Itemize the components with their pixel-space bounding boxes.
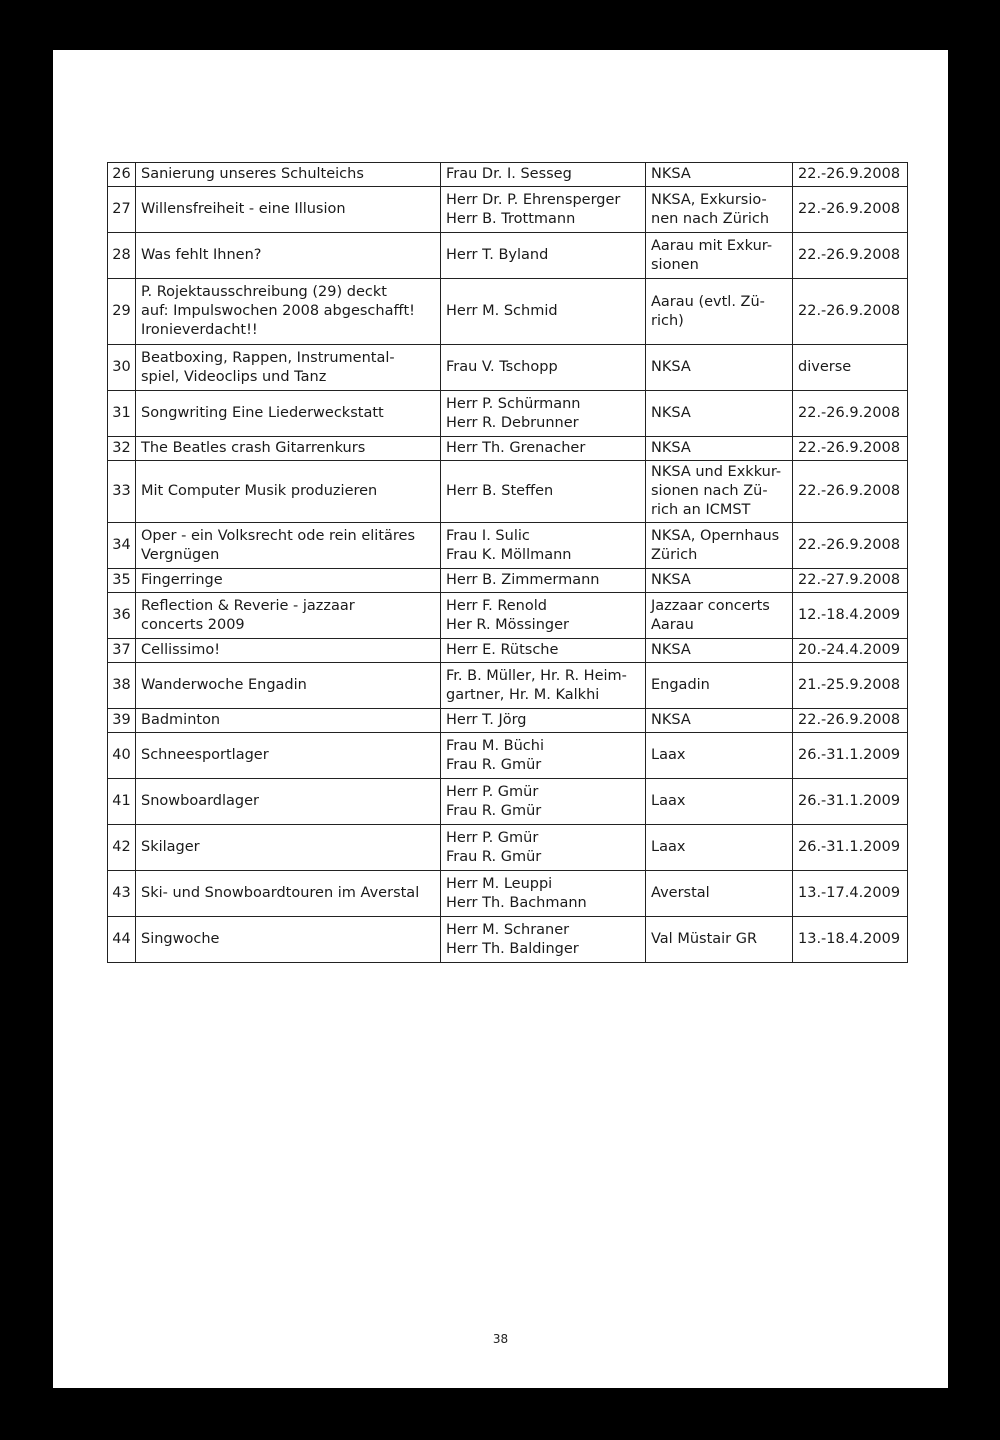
table-row bbox=[108, 779, 908, 825]
course-number: 41 bbox=[108, 779, 136, 825]
course-leader bbox=[441, 187, 646, 233]
course-location bbox=[646, 733, 793, 779]
document-page bbox=[53, 50, 948, 1388]
course-title-line: Mit Computer Musik produzieren bbox=[141, 483, 378, 499]
course-leader-line: Herr M. Schraner bbox=[446, 921, 570, 938]
course-title-line: concerts 2009 bbox=[141, 616, 245, 633]
course-leader bbox=[441, 391, 646, 437]
course-date: 22.-26.9.2008 bbox=[793, 523, 908, 569]
course-title bbox=[136, 523, 441, 569]
course-location-line: NKSA, Exkursio- bbox=[651, 191, 767, 208]
course-leader-line: Herr Th. Bachmann bbox=[446, 894, 587, 911]
course-location-line: NKSA bbox=[651, 642, 691, 658]
course-date: 20.-24.4.2009 bbox=[793, 639, 908, 663]
course-location-line: Zürich bbox=[651, 546, 698, 563]
course-location bbox=[646, 461, 793, 523]
course-location-line: sionen nach Zü- bbox=[651, 483, 768, 499]
course-leader-line: Frau V. Tschopp bbox=[446, 359, 558, 375]
course-leader-line: Frau Dr. I. Sesseg bbox=[446, 166, 572, 182]
course-title-line: Oper - ein Volksrecht ode rein elitäres bbox=[141, 527, 416, 544]
course-leader bbox=[441, 279, 646, 345]
course-date: 22.-26.9.2008 bbox=[793, 163, 908, 187]
course-leader-line: Herr M. Leuppi bbox=[446, 875, 553, 892]
table-row bbox=[108, 709, 908, 733]
course-number: 35 bbox=[108, 569, 136, 593]
course-title bbox=[136, 187, 441, 233]
course-leader-line: Frau R. Gmür bbox=[446, 848, 542, 865]
course-location-line: Jazzaar concerts bbox=[651, 597, 770, 614]
course-number: 36 bbox=[108, 593, 136, 639]
table-row bbox=[108, 437, 908, 461]
course-location bbox=[646, 279, 793, 345]
course-title-line: Willensfreiheit - eine Illusion bbox=[141, 201, 346, 217]
course-location-line: rich an ICMST bbox=[651, 502, 751, 518]
course-location bbox=[646, 391, 793, 437]
course-location-line: NKSA bbox=[651, 405, 691, 421]
course-date: 22.-26.9.2008 bbox=[793, 437, 908, 461]
course-number: 34 bbox=[108, 523, 136, 569]
course-number: 38 bbox=[108, 663, 136, 709]
course-leader bbox=[441, 871, 646, 917]
course-table-body bbox=[108, 163, 908, 963]
course-title bbox=[136, 917, 441, 963]
table-row bbox=[108, 523, 908, 569]
course-number: 42 bbox=[108, 825, 136, 871]
table-row bbox=[108, 187, 908, 233]
course-leader bbox=[441, 593, 646, 639]
course-date: 22.-26.9.2008 bbox=[793, 279, 908, 345]
page-number: 38 bbox=[492, 1332, 509, 1346]
course-location-line: NKSA, Opernhaus bbox=[651, 527, 780, 544]
table-row bbox=[108, 461, 908, 523]
course-date: 26.-31.1.2009 bbox=[793, 733, 908, 779]
course-location bbox=[646, 163, 793, 187]
course-leader bbox=[441, 779, 646, 825]
course-title-line: Singwoche bbox=[141, 931, 220, 947]
course-title bbox=[136, 569, 441, 593]
course-leader-line: Herr B. Steffen bbox=[446, 483, 554, 499]
table-row bbox=[108, 233, 908, 279]
course-location bbox=[646, 345, 793, 391]
course-leader-line: Her R. Mössinger bbox=[446, 616, 569, 633]
course-location bbox=[646, 917, 793, 963]
course-location bbox=[646, 233, 793, 279]
course-leader-line: Herr R. Debrunner bbox=[446, 414, 579, 431]
course-location-line: NKSA bbox=[651, 440, 691, 456]
course-number: 30 bbox=[108, 345, 136, 391]
course-table bbox=[107, 162, 908, 963]
course-leader bbox=[441, 233, 646, 279]
course-location-line: Aarau (evtl. Zü- bbox=[651, 293, 765, 310]
course-title-line: Songwriting Eine Liederweckstatt bbox=[141, 405, 384, 421]
course-number: 26 bbox=[108, 163, 136, 187]
course-title-line: Badminton bbox=[141, 712, 221, 728]
course-location bbox=[646, 187, 793, 233]
course-date: 22.-26.9.2008 bbox=[793, 461, 908, 523]
course-title bbox=[136, 233, 441, 279]
course-leader-line: Herr Dr. P. Ehrensperger bbox=[446, 191, 621, 208]
course-number: 43 bbox=[108, 871, 136, 917]
course-title-line: Wanderwoche Engadin bbox=[141, 677, 307, 693]
course-number: 44 bbox=[108, 917, 136, 963]
course-title-line: Fingerringe bbox=[141, 572, 223, 588]
course-leader bbox=[441, 917, 646, 963]
course-number: 28 bbox=[108, 233, 136, 279]
course-date: 21.-25.9.2008 bbox=[793, 663, 908, 709]
course-leader-line: Herr F. Renold bbox=[446, 597, 547, 614]
course-leader-line: Herr P. Gmür bbox=[446, 829, 539, 846]
course-title-line: P. Rojektausschreibung (29) deckt bbox=[141, 284, 387, 300]
course-location bbox=[646, 437, 793, 461]
course-title-line: Sanierung unseres Schulteichs bbox=[141, 166, 364, 182]
course-title bbox=[136, 709, 441, 733]
course-leader-line: Herr T. Jörg bbox=[446, 712, 527, 728]
course-leader-line: Herr M. Schmid bbox=[446, 303, 558, 319]
course-leader-line: Frau M. Büchi bbox=[446, 737, 544, 754]
course-leader bbox=[441, 663, 646, 709]
course-date: 22.-26.9.2008 bbox=[793, 233, 908, 279]
course-title-line: Snowboardlager bbox=[141, 793, 259, 809]
course-number: 29 bbox=[108, 279, 136, 345]
course-leader bbox=[441, 825, 646, 871]
course-location bbox=[646, 593, 793, 639]
table-row bbox=[108, 345, 908, 391]
table-row bbox=[108, 279, 908, 345]
course-location bbox=[646, 779, 793, 825]
course-leader bbox=[441, 569, 646, 593]
course-location bbox=[646, 639, 793, 663]
course-leader-line: Herr E. Rütsche bbox=[446, 642, 559, 658]
course-leader bbox=[441, 163, 646, 187]
course-title bbox=[136, 437, 441, 461]
course-number: 37 bbox=[108, 639, 136, 663]
table-row bbox=[108, 825, 908, 871]
course-leader bbox=[441, 437, 646, 461]
course-leader-line: Frau R. Gmür bbox=[446, 802, 542, 819]
course-leader-line: Frau R. Gmür bbox=[446, 756, 542, 773]
table-row bbox=[108, 163, 908, 187]
course-leader-line: Herr Th. Grenacher bbox=[446, 440, 586, 456]
course-date: 22.-26.9.2008 bbox=[793, 187, 908, 233]
course-location-line: NKSA bbox=[651, 166, 691, 182]
course-title-line: Schneesportlager bbox=[141, 747, 269, 763]
course-number: 40 bbox=[108, 733, 136, 779]
course-title-line: Skilager bbox=[141, 839, 200, 855]
course-location-line: Laax bbox=[651, 839, 686, 855]
course-title bbox=[136, 825, 441, 871]
course-leader bbox=[441, 523, 646, 569]
course-title-line: spiel, Videoclips und Tanz bbox=[141, 368, 327, 385]
course-title bbox=[136, 639, 441, 663]
course-title-line: Beatboxing, Rappen, Instrumental- bbox=[141, 349, 395, 366]
course-title bbox=[136, 871, 441, 917]
course-leader bbox=[441, 345, 646, 391]
course-leader-line: Herr B. Trottmann bbox=[446, 210, 576, 227]
course-leader-line: Herr B. Zimmermann bbox=[446, 572, 600, 588]
course-date: diverse bbox=[793, 345, 908, 391]
course-location bbox=[646, 663, 793, 709]
course-title bbox=[136, 163, 441, 187]
course-title bbox=[136, 461, 441, 523]
table-row bbox=[108, 593, 908, 639]
course-location-line: rich) bbox=[651, 312, 684, 329]
table-row bbox=[108, 871, 908, 917]
course-leader bbox=[441, 639, 646, 663]
course-number: 33 bbox=[108, 461, 136, 523]
course-location-line: Aarau bbox=[651, 616, 694, 633]
course-leader-line: Fr. B. Müller, Hr. R. Heim- bbox=[446, 667, 627, 684]
course-title bbox=[136, 663, 441, 709]
course-title bbox=[136, 279, 441, 345]
course-title-line: Vergnügen bbox=[141, 546, 220, 563]
course-title-line: Ironieverdacht!! bbox=[141, 322, 258, 338]
course-location bbox=[646, 569, 793, 593]
course-date: 12.-18.4.2009 bbox=[793, 593, 908, 639]
course-number: 31 bbox=[108, 391, 136, 437]
course-leader bbox=[441, 733, 646, 779]
course-title-line: Cellissimo! bbox=[141, 642, 221, 658]
course-date: 26.-31.1.2009 bbox=[793, 825, 908, 871]
course-title-line: The Beatles crash Gitarrenkurs bbox=[141, 440, 366, 456]
course-location-line: Aarau mit Exkur- bbox=[651, 237, 773, 254]
course-location-line: Laax bbox=[651, 793, 686, 809]
table-row bbox=[108, 639, 908, 663]
course-leader-line: Herr P. Schürmann bbox=[446, 395, 581, 412]
course-location bbox=[646, 709, 793, 733]
course-title-line: Ski- und Snowboardtouren im Averstal bbox=[141, 885, 420, 901]
course-number: 32 bbox=[108, 437, 136, 461]
course-location-line: Averstal bbox=[651, 885, 710, 901]
course-title bbox=[136, 593, 441, 639]
course-leader-line: Herr Th. Baldinger bbox=[446, 940, 579, 957]
course-date: 22.-27.9.2008 bbox=[793, 569, 908, 593]
course-leader bbox=[441, 461, 646, 523]
course-date: 13.-18.4.2009 bbox=[793, 917, 908, 963]
course-date: 22.-26.9.2008 bbox=[793, 391, 908, 437]
course-number: 39 bbox=[108, 709, 136, 733]
course-leader-line: gartner, Hr. M. Kalkhi bbox=[446, 686, 600, 703]
course-leader-line: Herr P. Gmür bbox=[446, 783, 539, 800]
course-leader-line: Herr T. Byland bbox=[446, 247, 549, 263]
course-date: 26.-31.1.2009 bbox=[793, 779, 908, 825]
course-location-line: sionen bbox=[651, 256, 699, 273]
course-location-line: Laax bbox=[651, 747, 686, 763]
course-title bbox=[136, 779, 441, 825]
course-number: 27 bbox=[108, 187, 136, 233]
course-location-line: NKSA bbox=[651, 359, 691, 375]
course-leader bbox=[441, 709, 646, 733]
course-date: 22.-26.9.2008 bbox=[793, 709, 908, 733]
table-row bbox=[108, 733, 908, 779]
course-date: 13.-17.4.2009 bbox=[793, 871, 908, 917]
table-row bbox=[108, 663, 908, 709]
course-leader-line: Frau I. Sulic bbox=[446, 527, 530, 544]
course-location bbox=[646, 523, 793, 569]
course-location-line: NKSA bbox=[651, 572, 691, 588]
course-title bbox=[136, 391, 441, 437]
course-location-line: Val Müstair GR bbox=[651, 931, 758, 947]
course-location bbox=[646, 871, 793, 917]
course-title bbox=[136, 345, 441, 391]
course-location-line: Engadin bbox=[651, 677, 710, 693]
course-location-line: nen nach Zürich bbox=[651, 210, 770, 227]
course-title-line: Was fehlt Ihnen? bbox=[141, 247, 262, 263]
table-row bbox=[108, 569, 908, 593]
course-location-line: NKSA bbox=[651, 712, 691, 728]
course-title-line: auf: Impulswochen 2008 abgeschafft! bbox=[141, 303, 415, 319]
course-title-line: Reflection & Reverie - jazzaar bbox=[141, 597, 355, 614]
course-title bbox=[136, 733, 441, 779]
table-row bbox=[108, 917, 908, 963]
course-location bbox=[646, 825, 793, 871]
table-row bbox=[108, 391, 908, 437]
course-location-line: NKSA und Exkkur- bbox=[651, 464, 782, 480]
course-leader-line: Frau K. Möllmann bbox=[446, 546, 572, 563]
